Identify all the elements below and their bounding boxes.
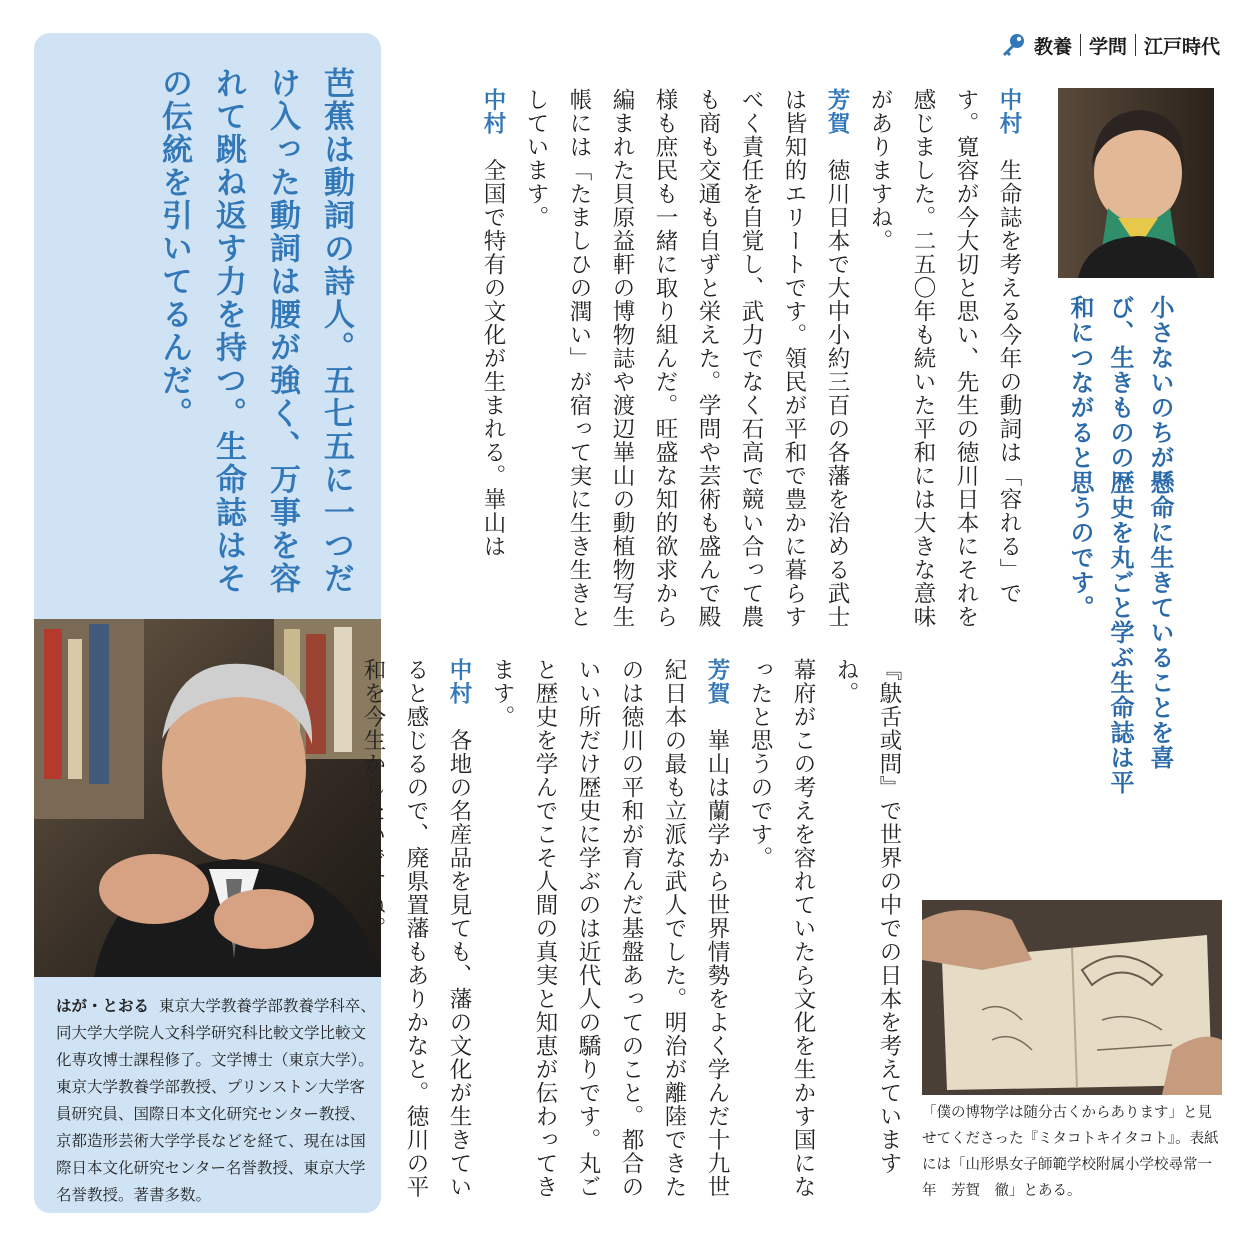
dialogue-text: 幕府がこの考えを容れていたら文化を生かす国になったと思うのです。 [747,658,816,1199]
category-tags [1000,30,1220,60]
tag-divider [1080,34,1081,56]
tag-divider [1135,34,1136,56]
dialogue-para [480,658,738,1218]
dialogue-text: 全国で特有の文化が生まれる。崋山は [480,158,506,558]
dialogue-para [858,88,1030,633]
dialogue-text: 生命誌を考える今年の動詞は「容れる」です。寛容が今大切と思い、先生の徳川日本にそれを感じました。二五〇年も続いた平和には大きな意味がありますね。 [867,88,1022,629]
dialogue-lower [360,658,910,1218]
man-portrait-photo [34,619,381,977]
dialogue-para [471,88,514,633]
dialogue-para [351,658,480,1218]
speaker-label: 中村 [446,658,472,705]
profile-bio [56,993,376,1209]
dialogue-text: 『鴃舌或問』で世界の中での日本を考えていますね。 [833,658,902,1175]
woman-portrait-photo [1058,88,1214,278]
profile-text: 東京大学教養学部教養学科卒、同大学大学院人文科学研究科比較文学比較文化専攻博士課程修了。文学博士（東京大学）。東京大学教養学部教授、プリンストン大学客員研究員、国際日本文化研究センター教授、京都造形芸術大学学長などを経て、現在は国際日本文化研究センター名誉教授、東京大学名誉教授。著書多数。 [56,997,376,1204]
dialogue-text: 徳川日本で大中小約三百の各藩を治める武士は皆知的エリートです。領民が平和で豊かに暮らすべく責任を自覚し、武力でなく石高で競い合って農も商も交通も自ずと栄えた。学問や芸術も盛んで殿様も庶民も一緒に取り組んだ。旺盛な知的欲求から編まれた貝原益軒の博物誌や渡辺崋山の動植物写生帳には「たましひの潤い」が宿って実に生き生きとしています。 [523,88,850,629]
speaker-label: 中村 [996,88,1022,135]
tag-item[interactable]: 江戸時代 [1143,35,1220,58]
profile-panel [34,33,381,1213]
dialogue-para [738,658,824,1218]
dialogue-text: 崋山は蘭学から世界情勢をよく学んだ十九世紀日本の最も立派な武人でした。明治が離陸できたのは徳川の平和が育んだ基盤あってのこと。都合のいい所だけ歴史に学ぶのは近代人の驕りです。丸ごと歴史を学んでこそ人間の真実と知恵が伝わってきます。 [489,658,730,1199]
dialogue-para [514,88,858,633]
tag-item[interactable]: 学問 [1088,35,1127,58]
old-notebook-photo [922,900,1222,1095]
speaker-label: 中村 [480,88,506,135]
profile-name: はが・とおる [56,997,150,1015]
tag-item[interactable]: 教養 [1033,35,1072,58]
headline: 小さないのちが懸命に生きていることを喜び、生きものの歴史を丸ごと学ぶ生命誌は平和につながると思うのです。 [1066,295,1174,795]
photo-caption: 「僕の博物学は随分古くからあります」と見せてくださった『ミタコトキイタコト』。表紙には「山形県女子師範学校附属小学校尋常一年 芳賀 徹」とある。 [922,1105,1219,1199]
speaker-label: 芳賀 [704,658,730,705]
dialogue-para [824,658,910,1218]
dialogue-text: 各地の名産品を見ても、藩の文化が生きていると感じるので、廃県置藩もありかなと。徳川の平和を今生かしたいですね。 [360,658,472,1199]
speaker-label: 芳賀 [824,88,850,135]
pull-quote: 芭蕉は動詞の詩人。五七五に一つだけ入った動詞は腰が強く、万事を容れて跳ね返す力を持つ。生命誌はその伝統を引いてるんだ。 [156,67,354,595]
dialogue-upper [400,88,1030,633]
key-icon [1000,32,1026,58]
